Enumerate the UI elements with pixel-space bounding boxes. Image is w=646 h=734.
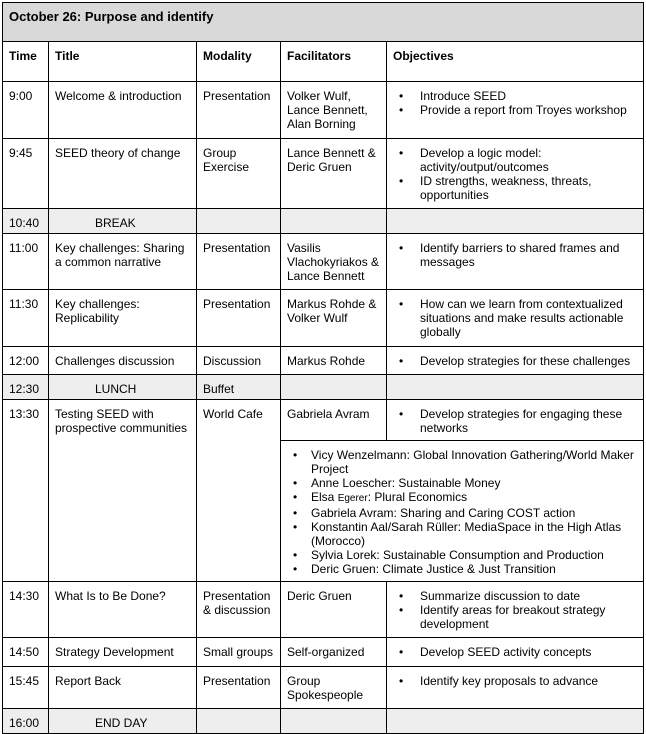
row-time: 16:00 <box>3 709 49 734</box>
column-header-objectives: Objectives <box>387 42 644 82</box>
row-title: What Is to Be Done? <box>49 582 197 638</box>
row-modality: World Cafe <box>197 400 281 582</box>
row-modality: Presentation <box>197 82 281 139</box>
row-modality: Small groups <box>197 638 281 667</box>
objective-item: • Introduce SEED <box>393 89 637 103</box>
row-time: 14:50 <box>3 638 49 667</box>
row-objectives <box>387 400 644 441</box>
break-label: BREAK <box>95 216 136 230</box>
speaker-item: • Vicy Wenzelmann: Global Innovation Gathering/World Maker Project <box>287 448 637 476</box>
objective-item: • Identify areas for breakout strategy development <box>393 603 637 631</box>
row-time: 11:30 <box>3 290 49 347</box>
row-time: 14:30 <box>3 582 49 638</box>
objective-item: • Develop SEED activity concepts <box>393 645 637 659</box>
row-objectives <box>387 638 644 667</box>
row-facilitators: Markus Rohde <box>281 347 387 375</box>
column-header-title: Title <box>49 42 197 82</box>
column-header-modality: Modality <box>197 42 281 82</box>
row-time: 13:30 <box>3 400 49 582</box>
objective-item: • Identify key proposals to advance <box>393 674 637 688</box>
header-row <box>3 42 644 82</box>
table-row <box>3 82 644 139</box>
lunch-label: LUNCH <box>95 382 137 396</box>
row-objectives <box>387 290 644 347</box>
objective-item: • Develop strategies for engaging these networks <box>393 407 637 435</box>
row-modality: Buffet <box>197 375 281 400</box>
break-row <box>3 209 644 234</box>
end-day-label: END DAY <box>95 716 148 730</box>
end-day-row <box>3 709 644 734</box>
row-modality: Presentation <box>197 667 281 709</box>
row-modality: Presentation <box>197 290 281 347</box>
row-facilitators: Volker Wulf, Lance Bennett, Alan Borning <box>281 82 387 139</box>
speaker-item: • Elsa Egerer: Plural Economics <box>287 490 637 506</box>
table-row <box>3 139 644 209</box>
speaker-item: • Sylvia Lorek: Sustainable Consumption and Production <box>287 548 637 562</box>
row-time: 15:45 <box>3 667 49 709</box>
table-row <box>3 400 644 441</box>
speaker-item: • Gabriela Avram: Sharing and Caring COST action <box>287 506 637 520</box>
row-time: 12:30 <box>3 375 49 400</box>
table-row <box>3 582 644 638</box>
row-facilitators: Deric Gruen <box>281 582 387 638</box>
row-title: Key challenges: Replicability <box>49 290 197 347</box>
world-cafe-speakers <box>281 441 644 582</box>
row-title: Strategy Development <box>49 638 197 667</box>
row-modality: Presentation & discussion <box>197 582 281 638</box>
table-row <box>3 234 644 290</box>
row-title: Key challenges: Sharing a common narrative <box>49 234 197 290</box>
row-modality: Group Exercise <box>197 139 281 209</box>
row-objectives <box>387 347 644 375</box>
objective-item: • ID strengths, weakness, threats, opportunities <box>393 174 637 202</box>
row-modality: Discussion <box>197 347 281 375</box>
objective-item: • Develop a logic model: activity/output/outcomes <box>393 146 637 174</box>
row-facilitators: Lance Bennett & Deric Gruen <box>281 139 387 209</box>
objective-item: • How can we learn from contextualized situations and make results actionable globally <box>393 297 637 339</box>
column-header-time: Time <box>3 42 49 82</box>
row-time: 9:00 <box>3 82 49 139</box>
row-title: Testing SEED with prospective communities <box>49 400 197 582</box>
row-facilitators: Group Spokespeople <box>281 667 387 709</box>
table-row <box>3 638 644 667</box>
row-facilitators: Self-organized <box>281 638 387 667</box>
row-time: 9:45 <box>3 139 49 209</box>
speaker-item: • Deric Gruen: Climate Justice & Just Transition <box>287 562 637 576</box>
objective-item: • Identify barriers to shared frames and messages <box>393 241 637 269</box>
speaker-item: • Konstantin Aal/Sarah Rüller: MediaSpace in the High Atlas (Morocco) <box>287 520 637 548</box>
row-title: SEED theory of change <box>49 139 197 209</box>
row-time: 12:00 <box>3 347 49 375</box>
row-objectives <box>387 82 644 139</box>
row-facilitators: Markus Rohde & Volker Wulf <box>281 290 387 347</box>
row-facilitators: Vasilis Vlachokyriakos & Lance Bennett <box>281 234 387 290</box>
objective-item: • Develop strategies for these challenges <box>393 354 637 368</box>
row-facilitators: Gabriela Avram <box>281 400 387 441</box>
row-modality: Presentation <box>197 234 281 290</box>
agenda-table <box>2 2 644 734</box>
table-row <box>3 347 644 375</box>
row-time: 11:00 <box>3 234 49 290</box>
column-header-facilitators: Facilitators <box>281 42 387 82</box>
table-row <box>3 667 644 709</box>
row-title: Report Back <box>49 667 197 709</box>
row-objectives <box>387 139 644 209</box>
row-objectives <box>387 234 644 290</box>
lunch-row <box>3 375 644 400</box>
row-objectives <box>387 667 644 709</box>
agenda-title: October 26: Purpose and identify <box>3 3 644 42</box>
row-title: Welcome & introduction <box>49 82 197 139</box>
objective-item: • Summarize discussion to date <box>393 589 637 603</box>
row-title: Challenges discussion <box>49 347 197 375</box>
speaker-item: • Anne Loescher: Sustainable Money <box>287 476 637 490</box>
row-time: 10:40 <box>3 209 49 234</box>
table-row <box>3 290 644 347</box>
row-objectives <box>387 582 644 638</box>
objective-item: • Provide a report from Troyes workshop <box>393 103 637 117</box>
